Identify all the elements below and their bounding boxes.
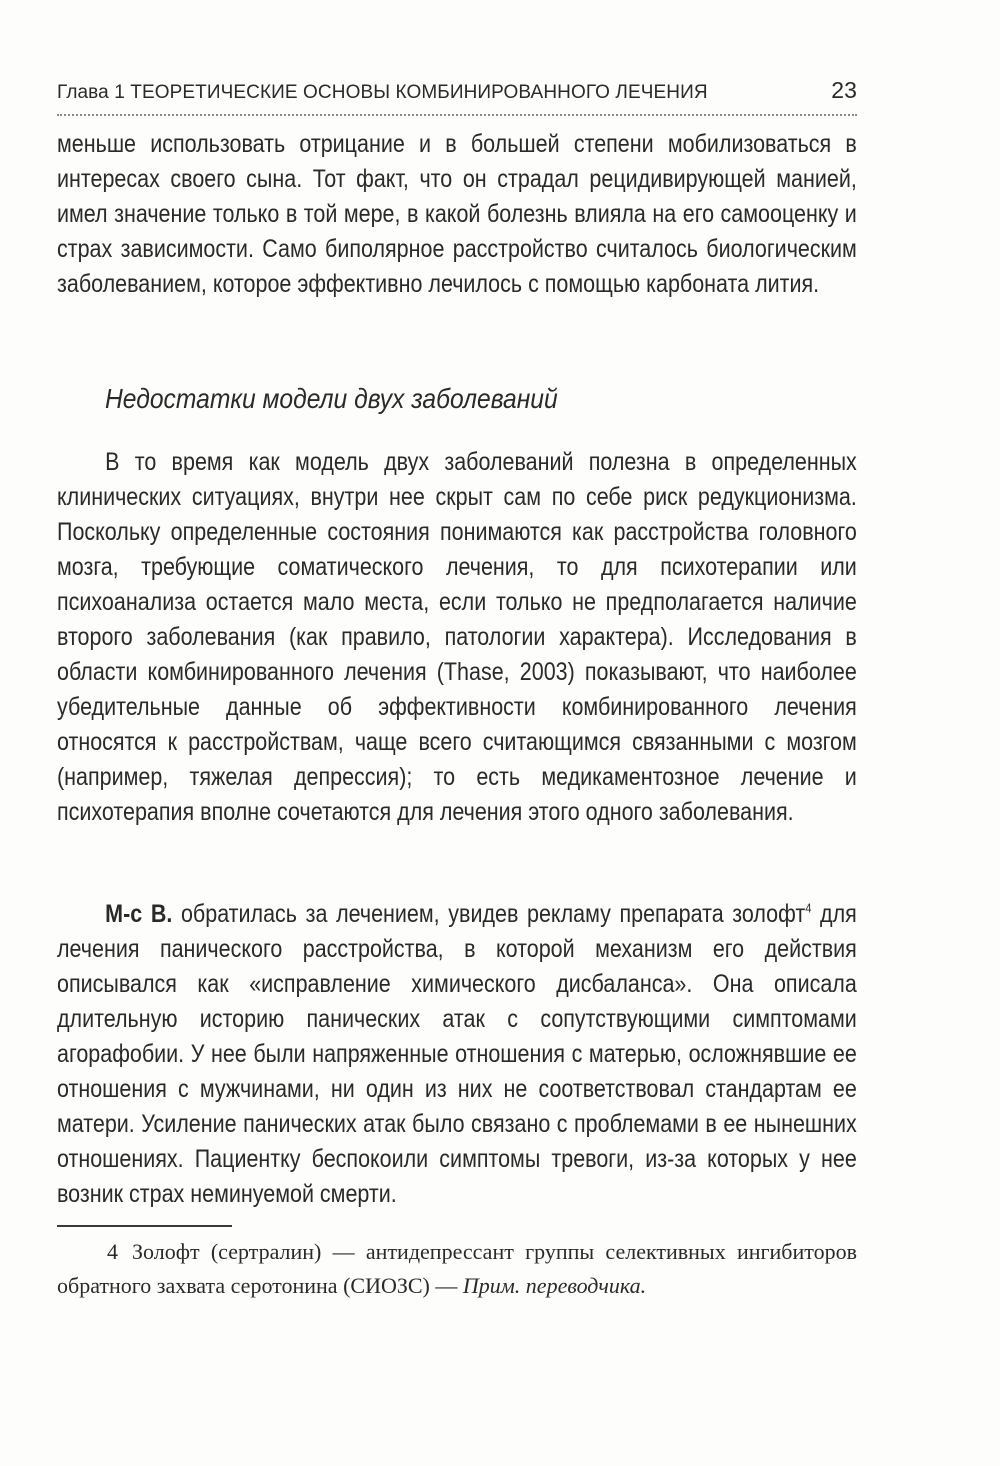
footnote-text: Золофт (сертралин) — антидепрессант группы селективных ингибиторов обратного захвата серотонина (СИОЗС) — bbox=[57, 1239, 857, 1298]
footnote-divider bbox=[57, 1225, 232, 1227]
paragraph-continuation: меньше использовать отрицание и в большей степени мобилизоваться в интересах своего сына. Тот факт, что он страдал рецидивирующей манией, имел значение только в той мере, в какой болезнь влияла на его самооценку и страх зависимости. Само биполярное расстройство считалось биологическим заболеванием, которое эффективно лечилось с помощью карбоната лития. bbox=[57, 130, 857, 298]
case-lead: М-с В. bbox=[105, 900, 173, 928]
footnote bbox=[57, 1235, 857, 1303]
paragraph-two-disease-model: В то время как модель двух заболеваний полезна в определенных клинических ситуациях, внутри нее скрыт сам по себе риск редукционизма. Поскольку определенные состояния понимаются как расстройства головного мозга, требующие соматического лечения, то для психотерапии или психоанализа остается мало места, если только не предполагается наличие второго заболевания (как правило, патологии характера). Исследования в области комбинированного лечения (Thase, 2003) показывают, что наиболее убедительные данные об эффективности комбинированного лечения относятся к расстройствам, чаще всего считающимся связанными с мозгом (например, тяжелая депрессия); то есть медикаментозное лечение и психотерапия вполне сочетаются для лечения этого одного заболевания. bbox=[57, 448, 857, 826]
running-head bbox=[57, 77, 857, 104]
section-heading: Недостатки модели двух заболеваний bbox=[105, 383, 558, 414]
footnote-reference[interactable]: 4 bbox=[805, 900, 812, 916]
footnote-number: 4 bbox=[107, 1239, 118, 1264]
translator-note: Прим. переводчика. bbox=[462, 1273, 647, 1298]
page-number: 23 bbox=[831, 77, 857, 103]
case-text-start: обратилась за лечением, увидев рекламу препарата золофт bbox=[172, 900, 806, 928]
case-paragraph bbox=[57, 897, 857, 1212]
case-text-rest: для лечения панического расстройства, в которой механизм его действия описывался как «исправление химического дисбаланса». Она описала длительную историю панических атак с сопутствующими симптомами агорафобии. У нее были напряженные отношения с матерью, осложнявшие ее отношения с мужчинами, ни один из них не соответствовал стандартам ее матери. Усиление панических атак было связано с проблемами в ее нынешних отношениях. Пациентку беспокоили симптомы тревоги, из-за которых у нее возник страх неминуемой смерти. bbox=[57, 900, 857, 1208]
header-divider bbox=[57, 114, 857, 116]
chapter-title: Глава 1 ТЕОРЕТИЧЕСКИЕ ОСНОВЫ КОМБИНИРОВАННОГО ЛЕЧЕНИЯ bbox=[57, 82, 708, 103]
